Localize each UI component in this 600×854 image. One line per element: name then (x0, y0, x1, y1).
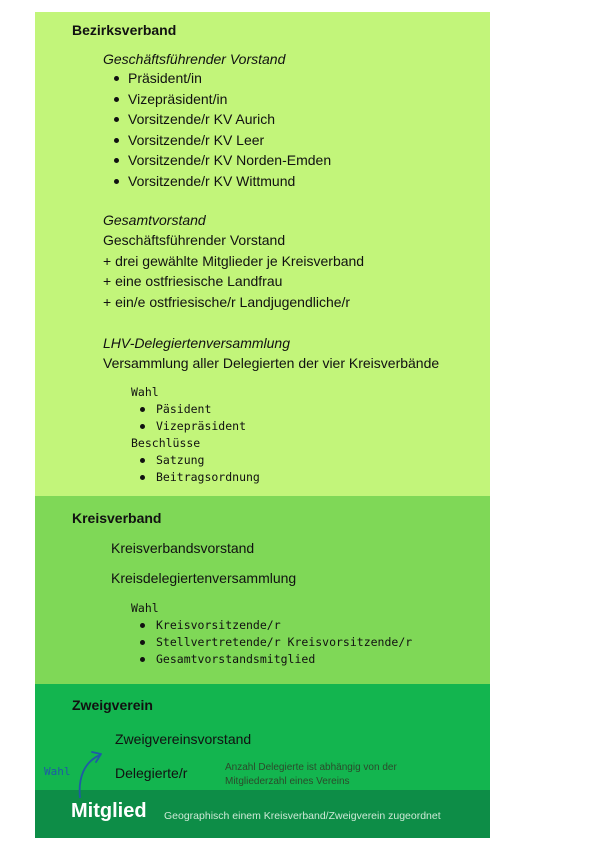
mitglied-note: Geographisch einem Kreisverband/Zweigverein zugeordnet (164, 810, 441, 822)
delegierte-note-line-2: Mitgliederzahl eines Vereins (225, 776, 350, 787)
kreisverbandsvorstand: Kreisverbandsvorstand (111, 540, 255, 556)
kreisverband-title: Kreisverband (72, 510, 162, 526)
kreisdelegiertenversammlung: Kreisdelegiertenversammlung (111, 570, 297, 586)
lhv-beschluesse-list (131, 452, 260, 486)
gesamtvorstand-line: + ein/e ostfriesische/r Landjugendliche/r (103, 293, 351, 310)
gf-vorstand-list (104, 68, 331, 191)
mitglied-title: Mitglied (71, 800, 147, 822)
list-item: Päsident (131, 401, 260, 418)
gesamtvorstand-lines (103, 230, 364, 312)
list-item: Präsident/in (104, 68, 331, 89)
kreis-wahl-block (131, 600, 412, 668)
gf-vorstand-heading: Geschäftsführender Vorstand (103, 51, 286, 67)
lhv-heading: LHV-Delegiertenversammlung (103, 335, 291, 351)
list-item: Gesamtvorstandsmitglied (131, 651, 412, 668)
list-item: Vorsitzende/r KV Wittmund (104, 171, 331, 192)
list-item: Satzung (131, 452, 260, 469)
zweigverein-title: Zweigverein (72, 697, 153, 713)
list-item: Vorsitzende/r KV Leer (104, 130, 331, 151)
lhv-wahl-list (131, 401, 260, 435)
list-item: Stellvertretende/r Kreisvorsitzende/r (131, 634, 412, 651)
list-item: Vorsitzende/r KV Norden-Emden (104, 150, 331, 171)
gesamtvorstand-line: + eine ostfriesische Landfrau (103, 273, 283, 289)
list-item: Vizepräsident/in (104, 89, 331, 110)
lhv-wahl-label: Wahl (131, 385, 159, 399)
gesamtvorstand-line: + drei gewählte Mitglieder je Kreisverband (103, 252, 365, 269)
list-item: Kreisvorsitzende/r (131, 617, 412, 634)
delegierte-note-line-1: Anzahl Delegierte ist abhängig von der (225, 762, 397, 773)
list-item: Vizepräsident (131, 418, 260, 435)
kreis-wahl-list (131, 617, 412, 668)
bezirksverband-title: Bezirksverband (72, 22, 177, 38)
gesamtvorstand-heading: Gesamtvorstand (103, 212, 206, 228)
delegierte: Delegierte/r (115, 765, 188, 781)
list-item: Vorsitzende/r KV Aurich (104, 109, 331, 130)
curved-arrow-icon (70, 748, 110, 802)
side-wahl-label: Wahl (44, 765, 71, 778)
zweigvereinsvorstand: Zweigvereinsvorstand (115, 731, 252, 747)
lhv-description: Versammlung aller Delegierten der vier Kreisverbände (103, 355, 440, 371)
kreis-wahl-label: Wahl (131, 601, 159, 615)
lhv-beschluesse-label: Beschlüsse (131, 436, 201, 450)
lhv-wahl-block (131, 384, 260, 486)
gesamtvorstand-line: Geschäftsführender Vorstand (103, 232, 286, 248)
list-item: Beitragsordnung (131, 469, 260, 486)
